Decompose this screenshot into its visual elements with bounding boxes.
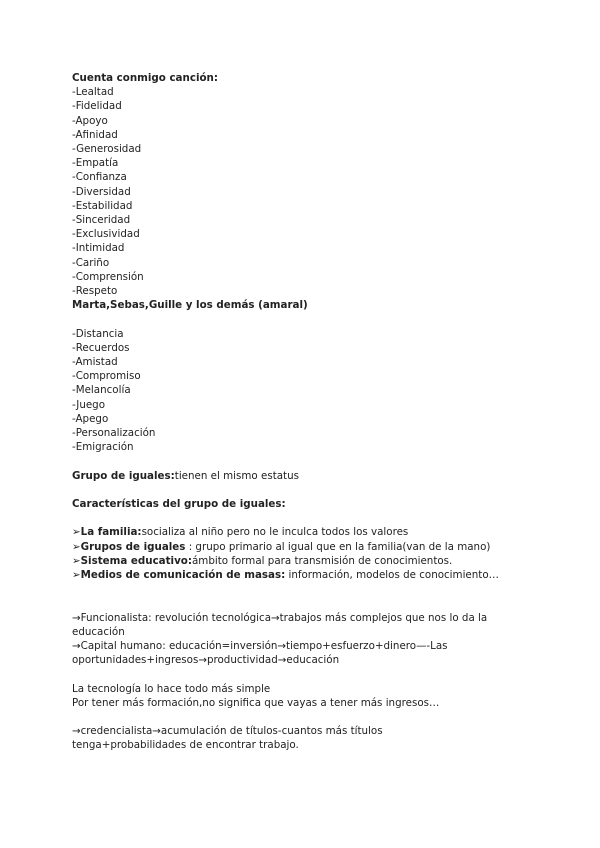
- capital-humano-paragraph: →Capital humano: educación=inversión→tiempo+esfuerzo+dinero—-Las oportunidades+ingresos→productividad→educación: [72, 640, 448, 667]
- caracteristicas-list: [72, 525, 542, 582]
- section2-list: [72, 327, 542, 455]
- list-item: -Amistad: [72, 356, 118, 369]
- list-item: [72, 540, 542, 554]
- list-item: -Juego: [72, 398, 106, 411]
- list-item: -Compromiso: [72, 370, 141, 383]
- list-item: -Lealtad: [72, 86, 114, 99]
- list-item: -Generosidad: [72, 143, 142, 156]
- list-item: -Afinidad: [72, 128, 118, 141]
- credencialista-paragraph: →credencialista→acumulación de títulos-cuantos más títulos tenga+probabilidades de encontrar trabajo.: [72, 725, 383, 752]
- list-item: [72, 568, 542, 582]
- item-label: Sistema educativo:: [80, 554, 192, 567]
- list-item: -Respeto: [72, 285, 118, 298]
- list-item: -Fidelidad: [72, 100, 122, 113]
- section1-list: [72, 85, 542, 298]
- list-item: -Melancolía: [72, 384, 131, 397]
- section1-title: Cuenta conmigo canción:: [72, 72, 218, 84]
- grupo-iguales-line: [72, 469, 542, 483]
- grupo-iguales-label: Grupo de iguales:: [72, 469, 175, 482]
- item-text: : grupo primario al igual que en la familia(van de la mano): [185, 540, 491, 553]
- section2-title: Marta,Sebas,Guille y los demás (amaral): [72, 299, 308, 312]
- caracteristicas-title: Características del grupo de iguales:: [72, 498, 286, 511]
- list-item: [72, 554, 542, 568]
- list-item: -Comprensión: [72, 270, 144, 283]
- list-item: -Apoyo: [72, 114, 108, 127]
- list-item: -Cariño: [72, 256, 110, 269]
- list-item: -Distancia: [72, 327, 124, 340]
- item-label: La familia:: [80, 526, 142, 539]
- arrowhead-bullet-icon: ➢: [72, 540, 81, 553]
- arrowhead-bullet-icon: ➢: [72, 569, 81, 582]
- list-item: [72, 525, 542, 539]
- funcionalista-paragraph: →Funcionalista: revolución tecnológica→trabajos más complejos que nos lo da la educación: [72, 611, 488, 638]
- list-item: -Personalización: [72, 427, 156, 440]
- list-item: -Confianza: [72, 171, 127, 184]
- nota-tecnologia: La tecnología lo hace todo más simple: [72, 682, 271, 695]
- document-page: [72, 71, 542, 753]
- item-text: información, modelos de conocimiento…: [285, 569, 499, 582]
- list-item: -Apego: [72, 412, 109, 425]
- nota-formacion: Por tener más formación,no significa que vayas a tener más ingresos…: [72, 696, 440, 709]
- list-item: -Exclusividad: [72, 228, 140, 241]
- arrowhead-bullet-icon: ➢: [72, 554, 81, 567]
- item-text: socializa al niño pero no le inculca todos los valores: [141, 526, 409, 539]
- list-item: -Estabilidad: [72, 199, 133, 212]
- item-label: Grupos de iguales: [80, 540, 186, 553]
- list-item: -Empatía: [72, 157, 119, 170]
- item-text: ámbito formal para transmisión de conocimientos.: [191, 554, 453, 567]
- arrowhead-bullet-icon: ➢: [72, 526, 81, 539]
- list-item: -Emigración: [72, 441, 134, 454]
- grupo-iguales-text: tienen el mismo estatus: [174, 469, 299, 482]
- list-item: -Recuerdos: [72, 341, 130, 354]
- list-item: -Diversidad: [72, 185, 131, 198]
- list-item: -Intimidad: [72, 242, 125, 255]
- item-label: Medios de comunicación de masas:: [80, 569, 286, 582]
- list-item: -Sinceridad: [72, 214, 131, 227]
